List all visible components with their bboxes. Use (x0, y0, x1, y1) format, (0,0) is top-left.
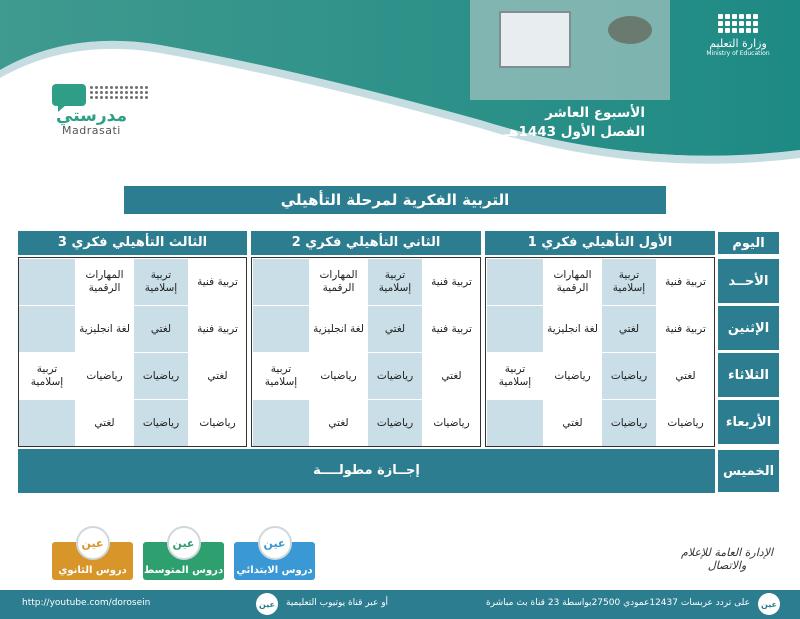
schedule-cell: لغتي (368, 306, 422, 352)
schedule-cell: تربية إسلامية (602, 259, 656, 305)
level-1-grid (485, 257, 715, 447)
ain-logo-icon: عين (258, 526, 292, 560)
schedule-cell: رياضيات (602, 353, 656, 399)
schedule-cell: لغتي (562, 416, 583, 429)
schedule-cell: لغة انجليزية (547, 322, 598, 335)
schedule-cell: لغتي (134, 306, 188, 352)
schedule-cell: رياضيات (667, 416, 704, 429)
schedule-cell: تربية فنية (431, 275, 472, 288)
schedule-cell: المهارات الرقمية (553, 269, 592, 294)
empty-cell (253, 306, 309, 352)
schedule-cell: لغة انجليزية (313, 322, 364, 335)
schedule-cell: تربية فنية (431, 322, 472, 335)
schedule-cell: تربية إسلامية (134, 259, 188, 305)
empty-cell (487, 400, 543, 446)
schedule-cell: تربية إسلامية (264, 363, 298, 388)
schedule-cell: رياضيات (433, 416, 470, 429)
ain-logo-icon: عين (167, 526, 201, 560)
schedule-cell: رياضيات (134, 400, 188, 446)
madrasati-logo (52, 82, 172, 138)
logo-text-en: Madrasati (62, 124, 121, 137)
schedule-cell: تربية إسلامية (30, 363, 64, 388)
admin-calligraphy: الإدارة العامة للإعلام والاتصال (680, 546, 774, 572)
page-title: التربية الفكرية لمرحلة التأهيلي (124, 186, 666, 214)
logo-text-ar: مدرستي (56, 106, 127, 126)
channel-intermediate-label: دروس المتوسط (143, 565, 224, 576)
channel-secondary-label: دروس الثانوي (58, 565, 127, 576)
thursday-holiday: إجــازة مطولــــة (18, 449, 715, 493)
ain-logo-icon: عين (256, 593, 278, 615)
semester-label: الفصل الأول 1443هـ (504, 124, 645, 140)
level-3-header: الثالث التأهيلي فكري 3 (18, 231, 247, 255)
empty-cell (253, 259, 309, 305)
header-banner (0, 0, 800, 170)
ain-logo-icon: عين (758, 593, 780, 615)
ain-logo-icon: عين (76, 526, 110, 560)
channel-primary-label: دروس الابتدائي (236, 565, 313, 576)
schedule-cell: لغتي (207, 369, 228, 382)
schedule-cell: تربية فنية (665, 275, 706, 288)
youtube-text: أو عبر قناة يوتيوب التعليمية (286, 598, 389, 608)
schedule-cell: رياضيات (199, 416, 236, 429)
week-info (504, 104, 645, 142)
empty-cell (19, 400, 75, 446)
day-thursday: الخميس (717, 449, 780, 493)
footer-bar (0, 590, 800, 619)
channel-intermediate-button[interactable] (143, 536, 224, 580)
schedule-cell: رياضيات (134, 353, 188, 399)
ministry-name-en: Ministry of Education (706, 50, 770, 57)
empty-cell (487, 259, 543, 305)
schedule-cell: رياضيات (320, 369, 357, 382)
schedule-cell: لغتي (602, 306, 656, 352)
schedule-cell: تربية إسلامية (368, 259, 422, 305)
level-1-header: الأول التأهيلي فكري 1 (485, 231, 715, 255)
schedule-cell: رياضيات (368, 400, 422, 446)
ministry-logo-icon (698, 14, 778, 33)
day-monday: الإثنين (717, 305, 780, 351)
schedule-cell: تربية إسلامية (498, 363, 532, 388)
laptop-shape (500, 12, 570, 67)
dots-pattern-icon (90, 86, 148, 99)
week-label: الأسبوع العاشر (545, 105, 645, 121)
chat-bubble-icon (52, 84, 86, 106)
day-header: اليوم (717, 231, 780, 255)
schedule-cell: تربية فنية (197, 322, 238, 335)
schedule-cell: رياضيات (554, 369, 591, 382)
satellite-frequency-text: على تردد عربسات 12437عمودي 27500بواسطة 23 قناة بث مباشرة (485, 598, 750, 608)
empty-cell (19, 306, 75, 352)
channel-secondary-button[interactable] (52, 536, 133, 580)
empty-cell (253, 400, 309, 446)
schedule-cell: رياضيات (86, 369, 123, 382)
day-wednesday: الأربعاء (717, 399, 780, 445)
schedule-cell: تربية فنية (197, 275, 238, 288)
schedule-cell: تربية فنية (665, 322, 706, 335)
schedule-cell: لغتي (328, 416, 349, 429)
empty-cell (487, 306, 543, 352)
day-sunday: الأحــد (717, 258, 780, 304)
schedule-cell: رياضيات (602, 400, 656, 446)
channel-primary-button[interactable] (234, 536, 315, 580)
schedule-cell: لغتي (675, 369, 696, 382)
ministry-logo (698, 14, 778, 57)
level-2-grid (251, 257, 481, 447)
day-tuesday: الثلاثاء (717, 352, 780, 398)
schedule-cell: لغتي (441, 369, 462, 382)
schedule-cell: رياضيات (368, 353, 422, 399)
empty-cell (19, 259, 75, 305)
schedule-cell: المهارات الرقمية (85, 269, 124, 294)
level-3-grid (18, 257, 247, 447)
ministry-name-ar: وزارة التعليم (709, 37, 767, 50)
schedule-cell: لغتي (94, 416, 115, 429)
youtube-link[interactable]: http://youtube.com/dorosein (22, 598, 151, 608)
schedule-cell: المهارات الرقمية (319, 269, 358, 294)
level-2-header: الثاني التأهيلي فكري 2 (251, 231, 481, 255)
headphones-shape (608, 16, 652, 44)
schedule-cell: لغة انجليزية (79, 322, 130, 335)
